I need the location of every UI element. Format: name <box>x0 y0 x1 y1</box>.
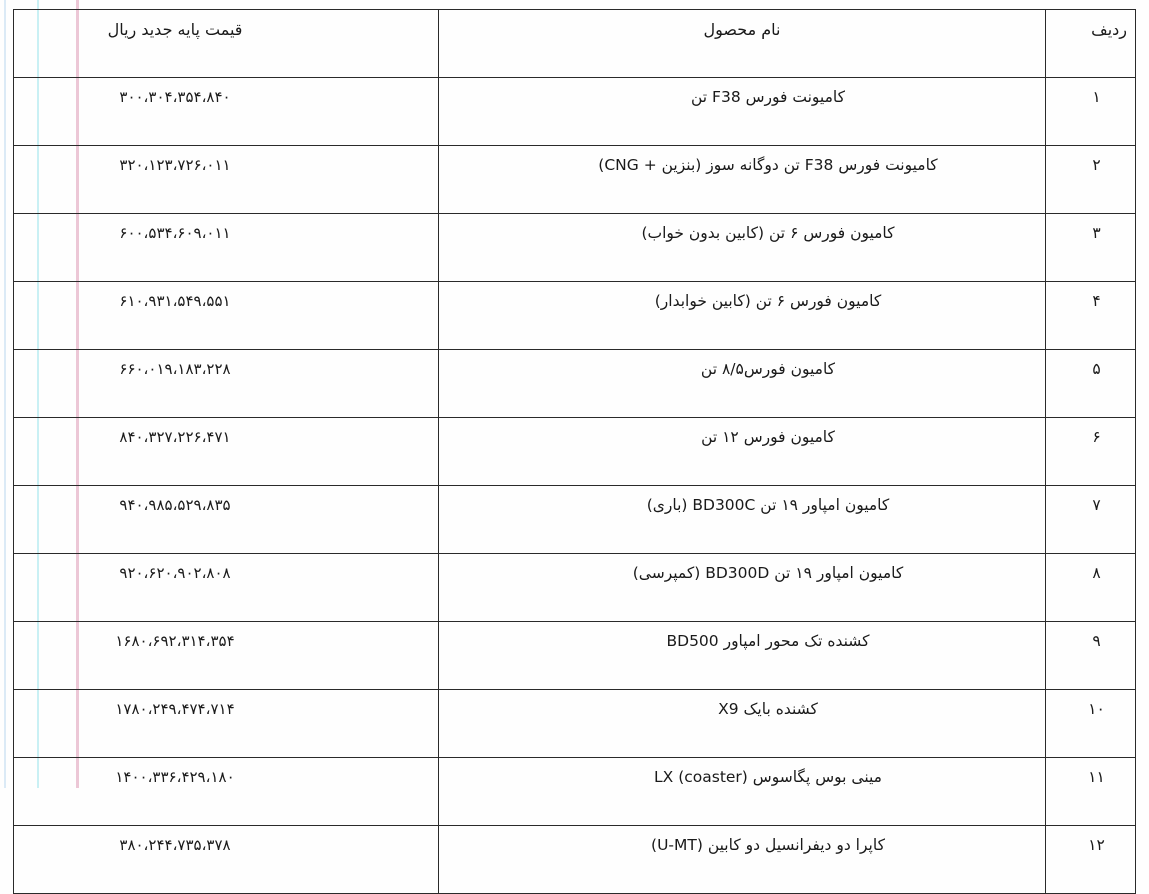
row-number: ۵ <box>1046 350 1136 418</box>
product-name: کامیون فورس ۶ تن (کابین بدون خواب) <box>439 214 1046 282</box>
product-name: کامیون فورس۸/۵ تن <box>439 350 1046 418</box>
row-number: ۱۲ <box>1046 826 1136 894</box>
table-row <box>14 826 1136 894</box>
row-number: ۷ <box>1046 486 1136 554</box>
table-row <box>14 146 1136 214</box>
product-name: کامیون فورس ۱۲ تن <box>439 418 1046 486</box>
table-row <box>14 486 1136 554</box>
table-row <box>14 690 1136 758</box>
table-row <box>14 78 1136 146</box>
product-price: ۶۶۰،۰۱۹،۱۸۳،۲۲۸ <box>14 350 439 418</box>
product-price: ۹۴۰،۹۸۵،۵۲۹،۸۳۵ <box>14 486 439 554</box>
header-product-name: نام محصول <box>439 10 1046 78</box>
product-price: ۱۷۸۰،۲۴۹،۴۷۴،۷۱۴ <box>14 690 439 758</box>
header-base-price: قیمت پایه جدید ریال <box>14 10 439 78</box>
product-price: ۳۲۰،۱۲۳،۷۲۶،۰۱۱ <box>14 146 439 214</box>
table-row <box>14 282 1136 350</box>
row-number: ۳ <box>1046 214 1136 282</box>
product-name: کامیون فورس ۶ تن (کابین خوابدار) <box>439 282 1046 350</box>
product-name: کشنده تک محور امپاور BD500 <box>439 622 1046 690</box>
product-price: ۱۶۸۰،۶۹۲،۳۱۴،۳۵۴ <box>14 622 439 690</box>
product-name: مینی بوس پگاسوس LX (coaster) <box>439 758 1046 826</box>
product-price: ۹۲۰،۶۲۰،۹۰۲،۸۰۸ <box>14 554 439 622</box>
row-number: ۹ <box>1046 622 1136 690</box>
product-name: کاپرا دو دیفرانسیل دو کابین (U-MT) <box>439 826 1046 894</box>
row-number: ۸ <box>1046 554 1136 622</box>
table-row <box>14 758 1136 826</box>
product-price: ۸۴۰،۳۲۷،۲۲۶،۴۷۱ <box>14 418 439 486</box>
table-row <box>14 350 1136 418</box>
notebook-margin-line-blue <box>4 0 6 788</box>
table-row <box>14 214 1136 282</box>
row-number: ۶ <box>1046 418 1136 486</box>
header-row-number: ردیف <box>1046 10 1136 78</box>
product-price: ۶۱۰،۹۳۱،۵۴۹،۵۵۱ <box>14 282 439 350</box>
price-table <box>13 9 1136 894</box>
product-name: کامیون امپاور ۱۹ تن BD300C (باری) <box>439 486 1046 554</box>
row-number: ۴ <box>1046 282 1136 350</box>
table-row <box>14 554 1136 622</box>
table-header-row <box>14 10 1136 78</box>
product-name: کامیونت فورس F38 تن <box>439 78 1046 146</box>
row-number: ۱ <box>1046 78 1136 146</box>
product-name: کامیون امپاور ۱۹ تن BD300D (کمپرسی) <box>439 554 1046 622</box>
row-number: ۲ <box>1046 146 1136 214</box>
row-number: ۱۱ <box>1046 758 1136 826</box>
product-price: ۱۴۰۰،۳۳۶،۴۲۹،۱۸۰ <box>14 758 439 826</box>
product-name: کشنده بایک X9 <box>439 690 1046 758</box>
product-price: ۳۰۰،۳۰۴،۳۵۴،۸۴۰ <box>14 78 439 146</box>
product-price: ۶۰۰،۵۳۴،۶۰۹،۰۱۱ <box>14 214 439 282</box>
table-row <box>14 622 1136 690</box>
product-price: ۳۸۰،۲۴۴،۷۳۵،۳۷۸ <box>14 826 439 894</box>
table-row <box>14 418 1136 486</box>
row-number: ۱۰ <box>1046 690 1136 758</box>
product-name: کامیونت فورس F38 تن دوگانه سوز (بنزین + CNG) <box>439 146 1046 214</box>
